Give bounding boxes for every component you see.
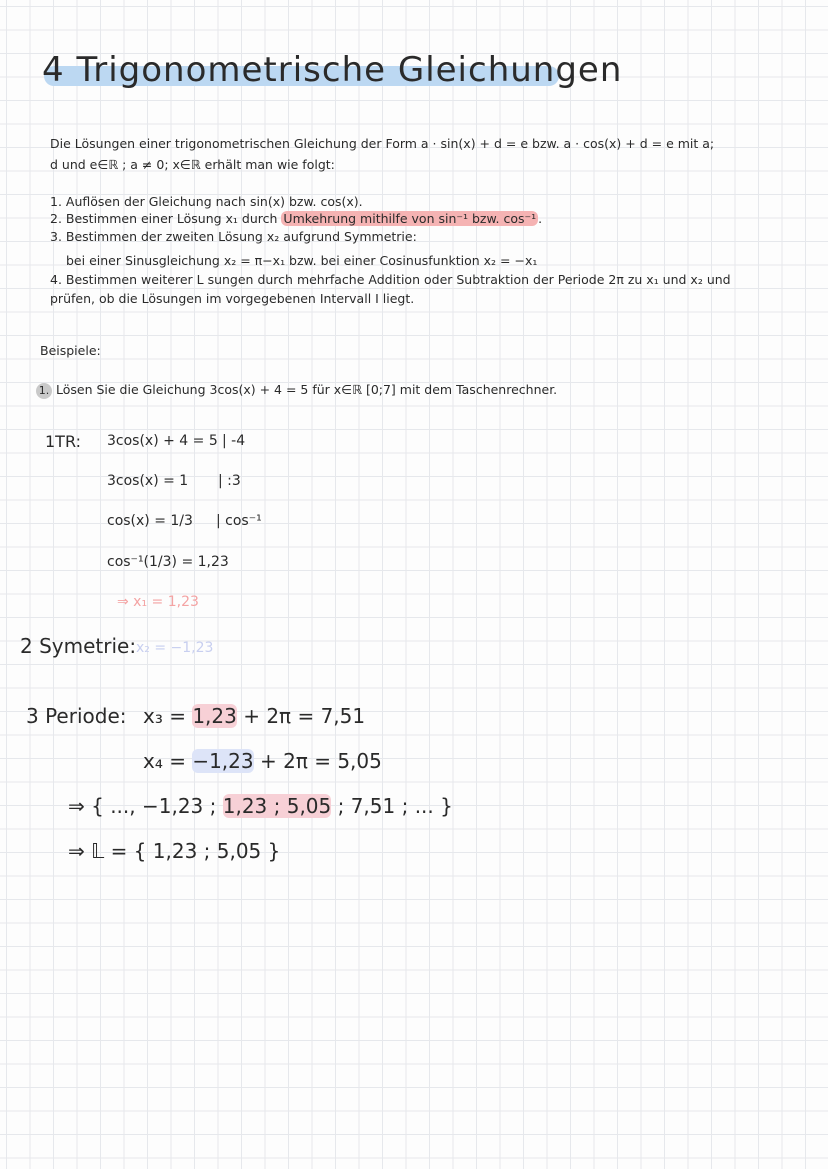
step-1: 1. Auflösen der Gleichung nach sin(x) bzw. cos(x). — [50, 194, 363, 209]
example-text: Lösen Sie die Gleichung 3cos(x) + 4 = 5 für x∈ℝ [0;7] mit dem Taschenrechner. — [55, 382, 558, 397]
example-number: 1. — [36, 383, 52, 399]
step-2 — [50, 211, 542, 226]
operation-2: | :3 — [218, 473, 241, 489]
operation-3: | cos⁻¹ — [216, 513, 262, 529]
x3-equation — [143, 704, 365, 728]
equation-3: cos(x) = 1/3 — [107, 513, 193, 529]
set-prefix: ⇒ { ..., −1,23 ; — [68, 794, 223, 818]
example-1 — [36, 382, 557, 399]
x4-equation — [143, 749, 382, 773]
step-2-highlight: Umkehrung mithilfe von sin⁻¹ bzw. cos⁻¹ — [283, 211, 537, 226]
x1-result: ⇒ x₁ = 1,23 — [117, 594, 199, 610]
page-title: 4 Trigonometrische Gleichungen — [42, 50, 623, 90]
equation-4: cos⁻¹(1/3) = 1,23 — [107, 554, 229, 570]
symmetry-label: 2 Symetrie: — [20, 634, 137, 658]
intro-line-2: d und e∈ℝ ; a ≠ 0; x∈ℝ erhält man wie folgt: — [50, 157, 335, 172]
tr-label: 1TR: — [45, 432, 81, 451]
x4-suffix: + 2π = 5,05 — [253, 749, 382, 773]
set-suffix: ; 7,51 ; ... } — [331, 794, 453, 818]
period-label: 3 Periode: — [26, 704, 127, 728]
equation-2: 3cos(x) = 1 — [107, 473, 189, 489]
step-3: 3. Bestimmen der zweiten Lösung x₂ aufgrund Symmetrie: — [50, 229, 417, 244]
equation-1: 3cos(x) + 4 = 5 — [107, 433, 218, 449]
x4-highlight: −1,23 — [192, 749, 254, 773]
step-2-text: 2. Bestimmen einer Lösung x₁ durch — [50, 211, 282, 226]
set-highlight: 1,23 ; 5,05 — [222, 794, 332, 818]
operation-1: | -4 — [222, 433, 246, 449]
x4-prefix: x₄ = — [143, 749, 193, 773]
x3-suffix: + 2π = 7,51 — [236, 704, 366, 728]
intro-line-1: Die Lösungen einer trigonometrischen Gleichung der Form a · sin(x) + d = e bzw. a · cos(x) + d = e mit a; — [50, 136, 715, 151]
solution-set — [68, 794, 453, 818]
step-4-line-2: prüfen, ob die Lösungen im vorgegebenen Intervall I liegt. — [50, 291, 415, 306]
step-2-end: . — [538, 211, 543, 226]
final-result: ⇒ 𝕃 = { 1,23 ; 5,05 } — [68, 839, 281, 863]
examples-label: Beispiele: — [40, 343, 101, 358]
x3-highlight: 1,23 — [192, 704, 237, 728]
x2-result: x₂ = −1,23 — [136, 640, 214, 656]
x3-prefix: x₃ = — [143, 704, 193, 728]
step-4-line-1: 4. Bestimmen weiterer L sungen durch mehrfache Addition oder Subtraktion der Periode 2π zu x₁ und x₂ und — [50, 272, 731, 287]
step-3-detail: bei einer Sinusgleichung x₂ = π−x₁ bzw. bei einer Cosinusfunktion x₂ = −x₁ — [66, 253, 538, 268]
